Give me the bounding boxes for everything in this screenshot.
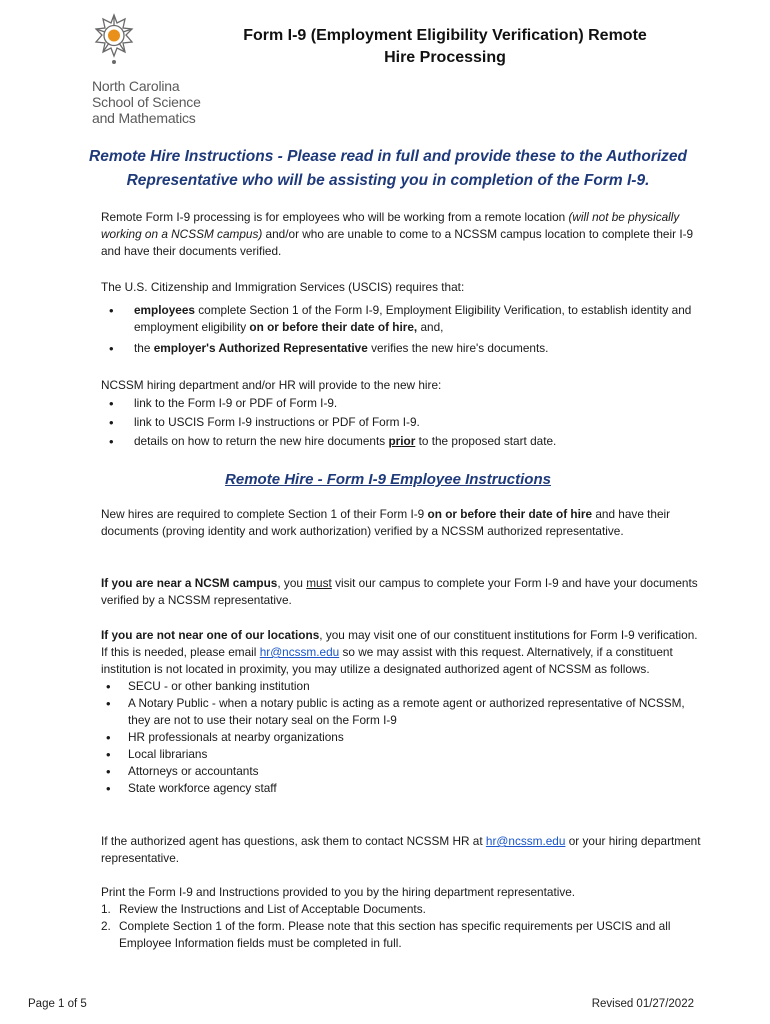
uscis-intro: The U.S. Citizenship and Immigration Services (USCIS) requires that:	[101, 280, 465, 294]
list-item: • SECU - or other banking institution	[101, 678, 701, 695]
employee-instructions-heading: Remote Hire - Form I-9 Employee Instructions	[225, 471, 551, 488]
hiring-dept-intro: NCSSM hiring department and/or HR will provide to the new hire:	[101, 378, 442, 392]
near-campus-paragraph: If you are near a NCSM campus, you must visit our campus to complete your Form I-9 and have your documents verified by a NCSSM representative.	[101, 576, 698, 607]
list-item: • details on how to return the new hire documents prior to the proposed start date.	[101, 433, 701, 450]
instructions-heading	[80, 145, 696, 193]
page-title-line1: Form I-9 (Employment Eligibility Verification) Remote	[243, 27, 647, 44]
instructions-heading-line1: Remote Hire Instructions - Please read in full and provide these to the Authorized	[89, 148, 687, 165]
list-item: 1. Review the Instructions and List of Acceptable Documents.	[101, 902, 426, 916]
list-item: • A Notary Public - when a notary public is acting as a remote agent or authorized representative of NCSSM, they are not to use their notary seal on the Form I-9	[101, 695, 701, 729]
list-item: • employees complete Section 1 of the Form I-9, Employment Eligibility Verification, to establish identity and employment eligibility on or before their date of hire, and,	[101, 302, 701, 336]
list-item: • the employer's Authorized Representative verifies the new hire's documents.	[101, 340, 701, 357]
hr-email-link[interactable]: hr@ncssm.edu	[259, 645, 340, 659]
list-item: • Attorneys or accountants	[101, 763, 701, 780]
intro-text-italic: (will not be physically working on a NCSSM campus)	[101, 210, 680, 241]
ncssm-seal-icon	[92, 12, 136, 70]
not-near-paragraph: If you are not near one of our locations, you may visit one of our constituent institutions for Form I-9 verification. If this is needed, please email hr@ncssm.edu so we may assist with this request. Alternatively, if a constituent institution is not located in proximity, you may utilize a designated authorized agent of NCSSM as follows. • SECU - or other banking institution • A Notary Public - when a notary public is acting as a remote agent or authorized representative of NCSSM, they are not to use their notary seal on the Form I-9 • HR professionals at nearby organizations • Local librarians • Attorneys or accountants • State workforce agency staff	[101, 627, 701, 797]
ncssm-logo	[92, 12, 222, 126]
intro-text-a: Remote Form I-9 processing is for employees who will be working from a remote location	[101, 210, 569, 224]
intro-paragraph	[101, 209, 701, 260]
list-item: • Local librarians	[101, 746, 701, 763]
intro-text-c: and/or who are unable to come to a NCSSM campus location to complete their I-9 and have their documents verified.	[101, 227, 694, 258]
logo-text-line3: and Mathematics	[92, 110, 196, 126]
instructions-heading-line2: Representative who will be assisting you in completion of the Form I-9.	[126, 172, 650, 189]
logo-text-line2: School of Science	[92, 94, 201, 110]
list-item: • State workforce agency staff	[101, 780, 701, 797]
logo-text-line1: North Carolina	[92, 78, 180, 94]
new-hires-paragraph: New hires are required to complete Section 1 of their Form I-9 on or before their date of hire and have their documents (proving identity and work authorization) verified by a NCSSM authorized representative.	[101, 507, 671, 538]
page-title	[225, 25, 665, 69]
questions-paragraph: If the authorized agent has questions, ask them to contact NCSSM HR at hr@ncssm.edu or your hiring department representative.	[101, 834, 701, 865]
list-item: 2. Complete Section 1 of the form. Please note that this section has specific requirements per USCIS and all Employee Information fields must be completed in full.	[101, 919, 671, 950]
print-intro: Print the Form I-9 and Instructions provided to you by the hiring department representative.	[101, 885, 576, 899]
revised-date: Revised 01/27/2022	[591, 998, 694, 1010]
list-item: • HR professionals at nearby organizations	[101, 729, 701, 746]
page-title-line2: Hire Processing	[384, 49, 506, 66]
list-item: • link to the Form I-9 or PDF of Form I-9.	[101, 395, 701, 412]
hiring-dept-section	[101, 377, 701, 450]
page-number: Page 1 of 5	[28, 998, 87, 1010]
list-item: • link to USCIS Form I-9 instructions or PDF of Form I-9.	[101, 414, 701, 431]
uscis-requirements	[101, 279, 701, 357]
print-instructions	[101, 884, 701, 952]
hr-email-link[interactable]: hr@ncssm.edu	[485, 834, 566, 848]
